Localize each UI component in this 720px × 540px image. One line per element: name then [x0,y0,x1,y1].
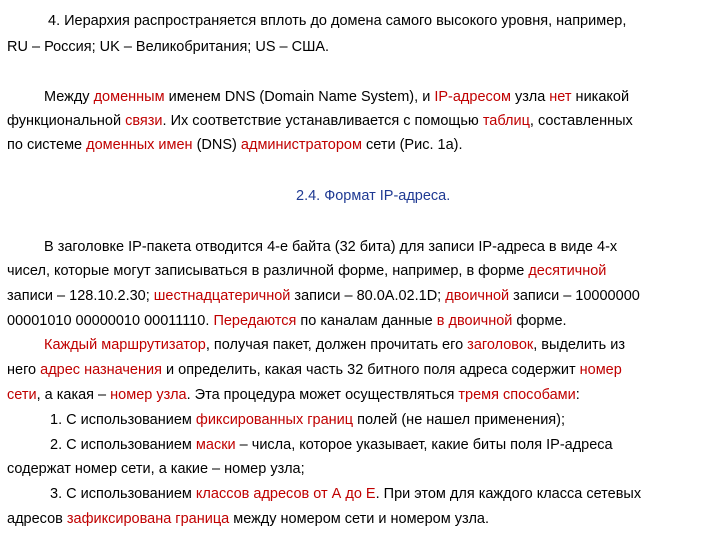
text-run: . Эта процедура может осуществляться [186,387,459,403]
paragraph-line [7,262,606,280]
highlighted-term: 2.4. Формат IP-адреса. [296,188,451,204]
paragraph-line [7,312,567,330]
highlighted-term: Каждый маршрутизатор [44,337,206,353]
text-run: никакой [571,89,630,105]
paragraph-line [7,38,329,56]
text-run: между номером сети и номером узла. [229,511,490,527]
text-run: записи – 80.0A.02.1D; [290,288,446,304]
highlighted-term: тремя способами [458,387,576,403]
text-run: узла [510,89,550,105]
highlighted-term: Передаются [213,313,297,329]
highlighted-term: маски [195,437,236,453]
highlighted-term: администратором [240,137,362,153]
text-run: и определить, какая часть 32 битного поля адреса содержит [161,362,580,378]
text-run: . При этом для каждого класса сетевых [375,486,642,502]
text-run: функциональной [7,113,126,129]
text-run: форме. [512,313,567,329]
highlighted-term: фиксированных границ [195,412,354,428]
text-run: по системе [7,137,87,153]
highlighted-term: заголовок [467,337,534,353]
text-run: 3. С использованием [50,486,196,502]
paragraph-line [7,460,305,478]
paragraph-line [7,386,580,404]
list-item-1 [50,411,565,429]
text-run: , получая пакет, должен прочитать его [205,337,468,353]
text-run: , а какая – [36,387,111,403]
text-run: Между [44,89,94,105]
highlighted-term: двоичной [445,288,510,304]
text-run: : [575,387,580,403]
highlighted-term: номер узла [110,387,187,403]
text-run: 00001010 00000010 00011110. [7,313,214,329]
section-heading [296,187,450,205]
text-run: RU – Россия; UK – Великобритания; US – США. [7,39,330,55]
paragraph-line [44,336,625,354]
paragraph-line [44,238,617,256]
paragraph-line [44,88,629,106]
highlighted-term: связи [125,113,163,129]
highlighted-term: номер [579,362,622,378]
highlighted-term: сети [7,387,37,403]
highlighted-term: шестнадцатеричной [153,288,291,304]
list-item-3 [50,485,641,503]
highlighted-term: зафиксирована граница [66,511,230,527]
paragraph-line [7,136,463,154]
paragraph-line [48,12,626,30]
text-run: чисел, которые могут записываться в различной форме, например, в форме [7,263,529,279]
highlighted-term: доменных имен [86,137,193,153]
text-run: содержат номер сети, а какие – номер узла; [7,461,305,477]
highlighted-term: десятичной [528,263,607,279]
highlighted-term: таблиц [482,113,530,129]
text-run: записи – 10000000 [509,288,640,304]
text-run: адресов [7,511,67,527]
text-run: – числа, которое указывает, какие биты поля IP-адреса [235,437,613,453]
highlighted-term: нет [549,89,572,105]
paragraph-line [7,361,622,379]
paragraph-line [7,510,489,528]
highlighted-term: адрес назначения [40,362,162,378]
highlighted-term: IP-адресом [434,89,511,105]
text-run: (DNS) [192,137,241,153]
text-run: него [7,362,41,378]
paragraph-line [7,287,640,305]
text-run: , составленных [529,113,633,129]
highlighted-term: доменным [93,89,165,105]
text-run: 4. Иерархия распространяется вплоть до домена самого высокого уровня, например, [48,13,627,29]
highlighted-term: классов адресов от А до Е [195,486,376,502]
text-run: сети (Рис. 1а). [361,137,463,153]
text-run: . Их соответствие устанавливается с помощью [162,113,483,129]
text-run: полей (не нашел применения); [353,412,565,428]
text-run: именем DNS (Domain Name System), и [164,89,435,105]
text-run: 1. С использованием [50,412,196,428]
text-run: , выделить из [533,337,626,353]
list-item-2 [50,436,613,454]
text-run: 2. С использованием [50,437,196,453]
text-run: записи – 128.10.2.30; [7,288,154,304]
text-run: по каналам данные [296,313,437,329]
highlighted-term: в двоичной [436,313,513,329]
paragraph-line [7,112,633,130]
text-run: В заголовке IP-пакета отводится 4-е байта (32 бита) для записи IP-адреса в виде 4-х [44,239,618,255]
